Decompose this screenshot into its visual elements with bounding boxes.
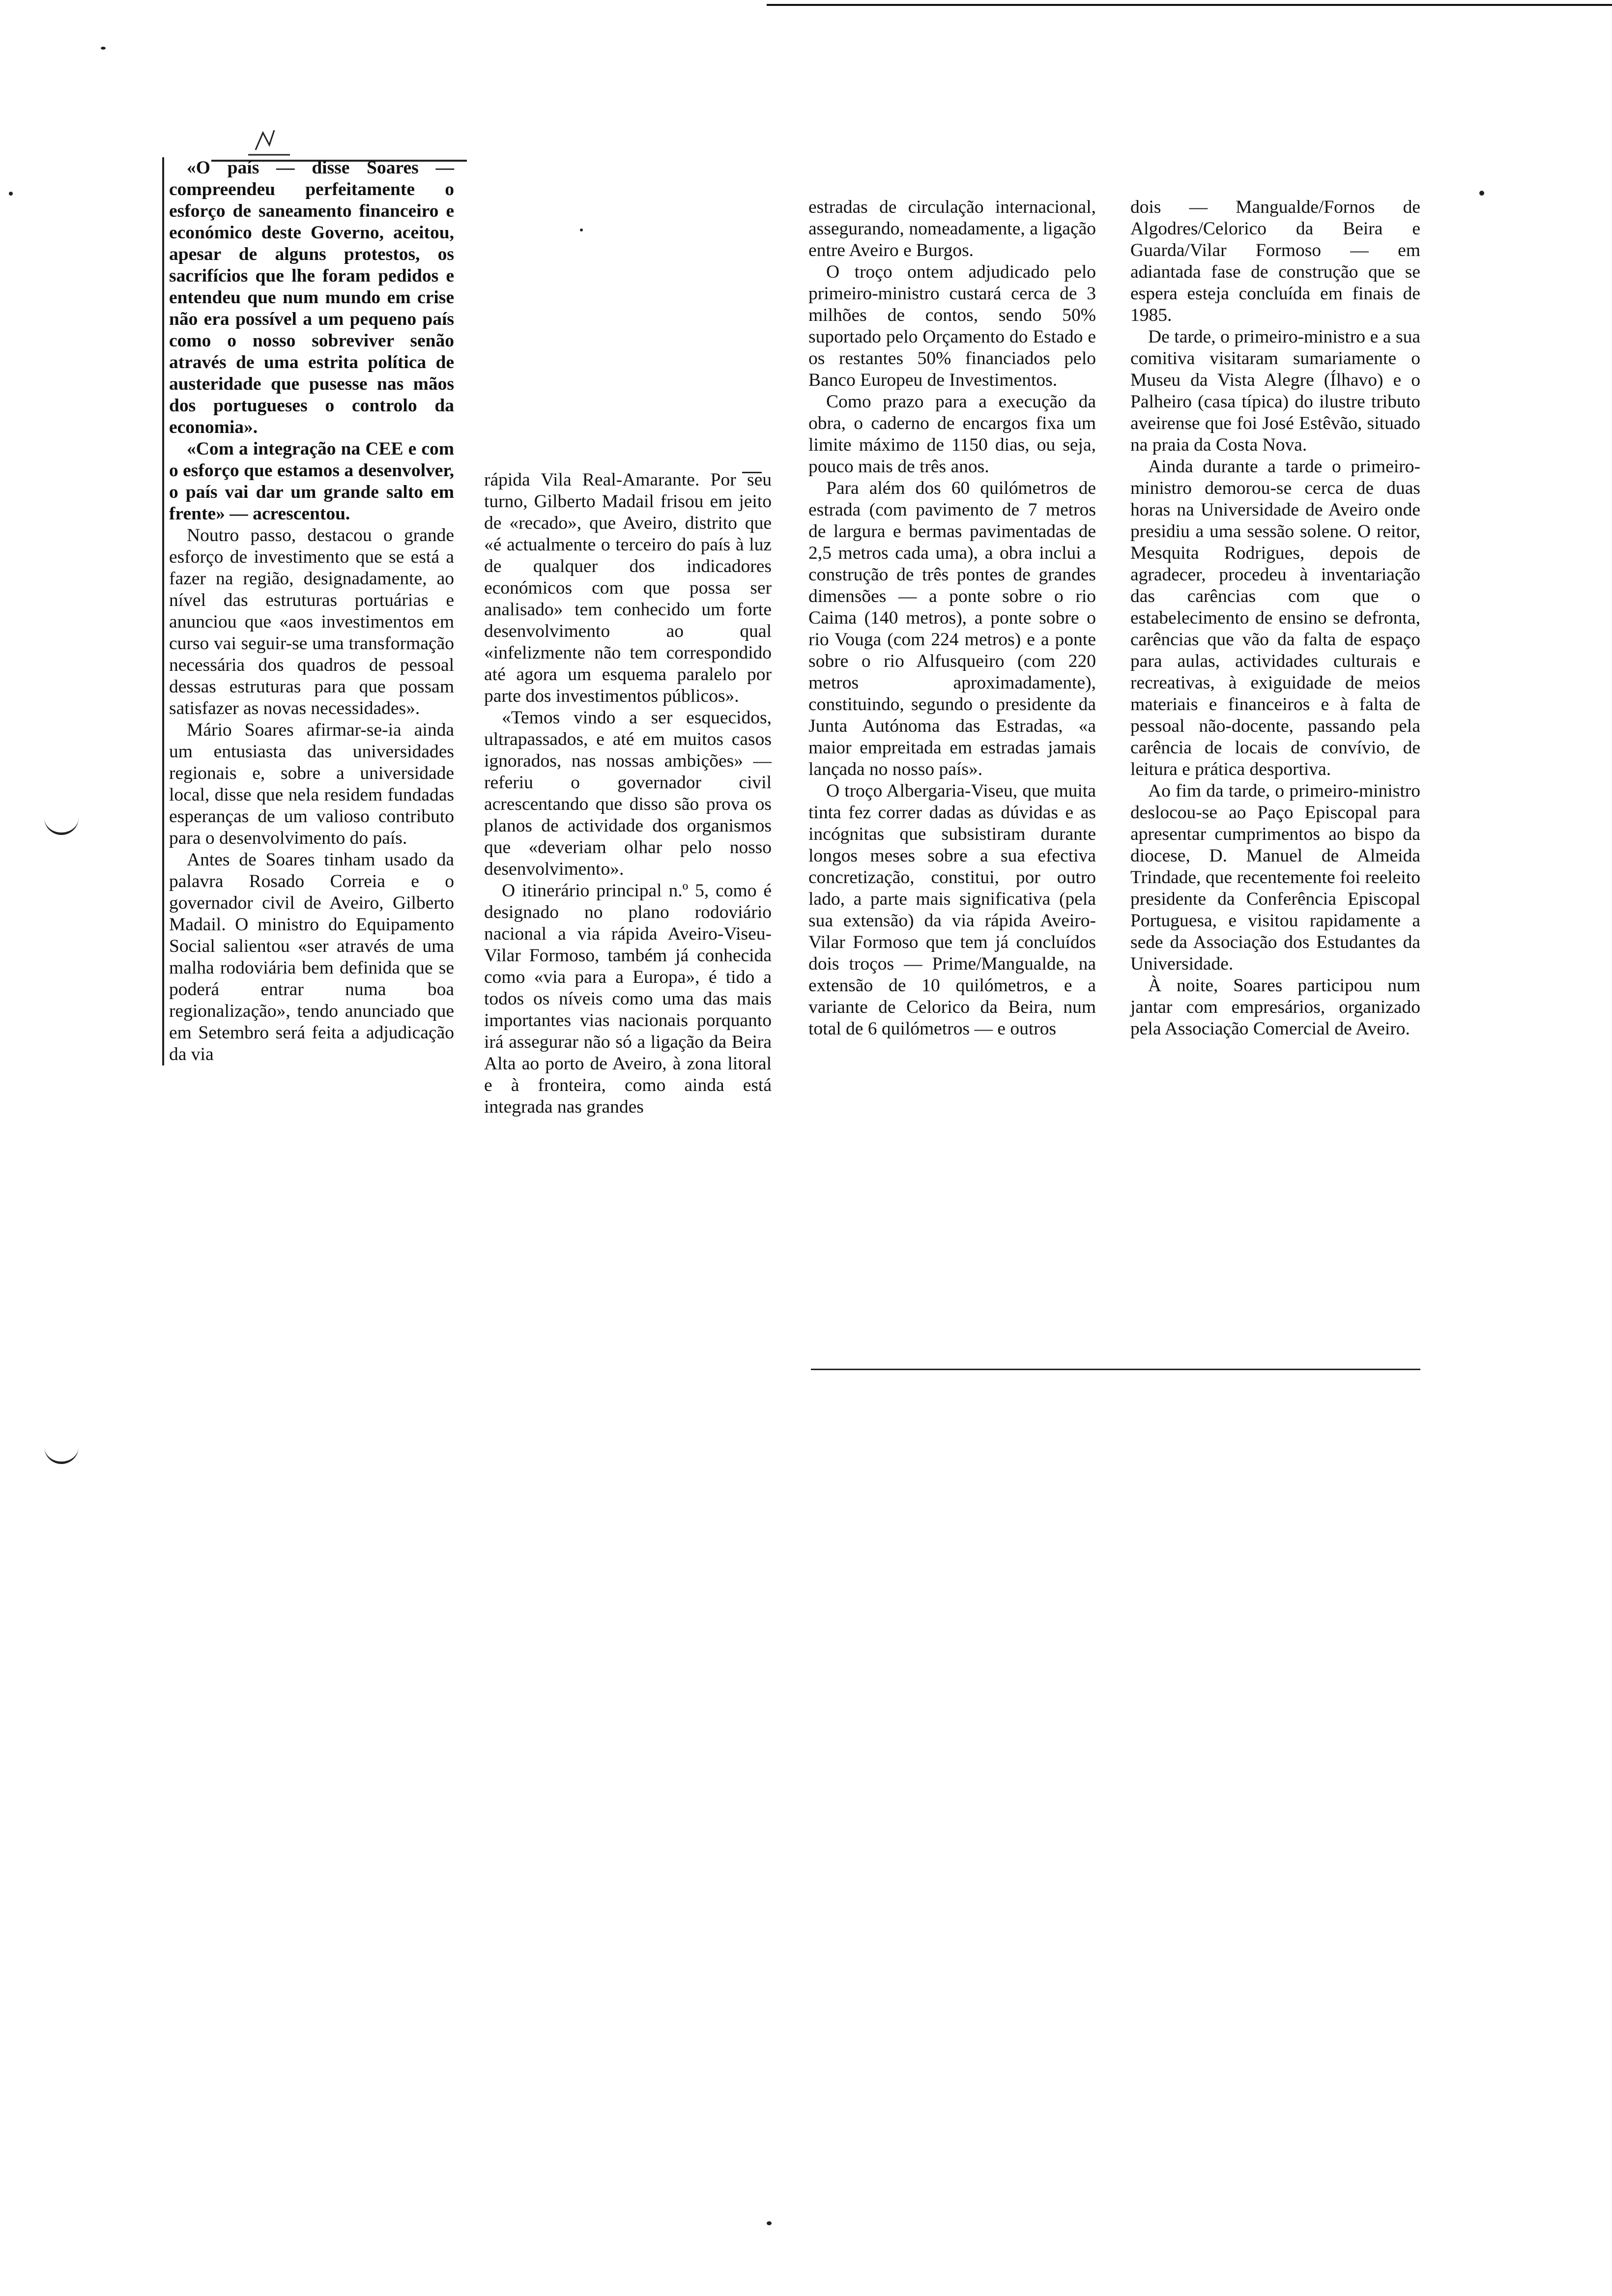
paragraph: estradas de circulação internacional, assegurando, nomeadamente, a ligação entre Aveiro e Burgos. — [808, 197, 1096, 260]
article-column-1 — [162, 157, 454, 1065]
scan-speck — [1479, 191, 1484, 196]
paragraph: dois — Mangualde/Fornos de Algodres/Celorico da Beira e Guarda/Vilar Formoso — em adiantada fase de construção que se espera esteja concluída em finais de 1985. — [1130, 197, 1420, 325]
paragraph: «Temos vindo a ser esquecidos, ultrapassados, e até em muitos casos ignorados, nas nossas ambições» — referiu o governador civil acrescentando que disso são prova os planos de actividade dos organismos que «deveriam olhar pelo nosso desenvolvimento». — [484, 708, 772, 879]
paragraph: O troço ontem adjudicado pelo primeiro-ministro custará cerca de 3 milhões de contos, sendo 50% suportado pelo Orçamento do Estado e os restantes 50% financiados pelo Banco Europeu de Investimentos. — [808, 262, 1096, 390]
paragraph: O itinerário principal n.º 5, como é designado no plano rodoviário nacional a via rápida Aveiro-Viseu-Vilar Formoso, também já conhecida como «via para a Europa», é tido a todos os níveis como uma das mais importantes vias nacionais porquanto irá assegurar não só a ligação da Beira Alta ao porto de Aveiro, à zona litoral e à fronteira, como ainda está integrada nas grandes — [484, 881, 772, 1117]
paragraph: Noutro passo, destacou o grande esforço de investimento que se está a fazer na região, designadamente, ao nível das estruturas portuárias e anunciou que «aos investimentos em curso vai seguir-se uma transformação necessária dos quadros de pessoal dessas estruturas para que possam satisfazer as novas necessidades». — [169, 525, 454, 718]
article-column-4 — [1130, 197, 1420, 1040]
article-column-2 — [484, 469, 772, 1118]
paragraph: À noite, Soares participou num jantar com empresários, organizado pela Associação Comercial de Aveiro. — [1130, 976, 1420, 1039]
paragraph: Como prazo para a execução da obra, o caderno de encargos fixa um limite máximo de 1150 dias, ou seja, pouco mais de três anos. — [808, 392, 1096, 477]
scan-edge-line — [767, 4, 1612, 6]
margin-binding-mark — [44, 816, 79, 835]
scan-speck — [9, 192, 13, 196]
paragraph: Ainda durante a tarde o primeiro-ministro demorou-se cerca de duas horas na Universidade de Aveiro onde presidiu a uma sessão solene. O reitor, Mesquita Rodrigues, depois de agradecer, procedeu à inventariação das carências com que o estabelecimento de ensino se defronta, carências que vão da falta de espaço para aulas, actividades culturais e recreativas, à exiguidade de meios materiais e financeiros e à falta de pessoal não-docente, passando pela carência de locais de convívio, de leitura e prática desportiva. — [1130, 457, 1420, 779]
article-bottom-rule — [811, 1369, 1420, 1370]
article-column-3 — [808, 197, 1096, 1040]
paragraph: Ao fim da tarde, o primeiro-ministro deslocou-se ao Paço Episcopal para apresentar cumprimentos ao bispo da diocese, D. Manuel de Almeida Trindade, que recentemente foi reeleito presidente da Conferência Episcopal Portuguesa, e visitou rapidamente a sede da Associação dos Estudantes da Universidade. — [1130, 781, 1420, 974]
paragraph: «O país — disse Soares — compreendeu perfeitamente o esforço de saneamento financeiro e económico deste Governo, aceitou, apesar de alguns protestos, os sacrifícios que lhe foram pedidos e entendeu que num mundo em crise não era possível a um pequeno país como o nosso sobreviver senão através de uma estrita política de austeridade que pusesse nas mãos dos portugueses o controlo da economia». — [169, 158, 454, 437]
scan-speck — [580, 229, 583, 231]
paragraph: rápida Vila Real-Amarante. Por seu turno, Gilberto Madail frisou em jeito de «recado», que Aveiro, distrito que «é actualmente o terceiro do país à luz de qualquer dos indicadores económicos com que possa ser analisado» tem conhecido um forte desenvolvimento ao qual «infelizmente não tem correspondido até agora um esquema paralelo por parte dos investimentos públicos». — [484, 470, 772, 706]
margin-binding-mark — [44, 1445, 79, 1464]
paragraph: Mário Soares afirmar-se-ia ainda um entusiasta das universidades regionais e, sobre a universidade local, disse que nela residem fundadas esperanças de um valioso contributo para o desenvolvimento do país. — [169, 720, 454, 848]
paragraph: Antes de Soares tinham usado da palavra Rosado Correia e o governador civil de Aveiro, Gilberto Madail. O ministro do Equipamento Social salientou «ser através de uma malha rodoviária bem definida que se poderá entrar numa boa regionalização», tendo anunciado que em Setembro será feita a adjudicação da via — [169, 850, 454, 1064]
clipping-corner-mark — [246, 123, 290, 157]
paragraph: «Com a integração na CEE e com o esforço que estamos a desenvolver, o país vai dar um grande salto em frente» — acrescentou. — [169, 439, 454, 524]
scan-speck — [767, 2221, 772, 2225]
paragraph: De tarde, o primeiro-ministro e a sua comitiva visitaram sumariamente o Museu da Vista Alegre (Ílhavo) e o Palheiro (casa típica) do ilustre tributo aveirense que foi José Estêvão, situado na praia da Costa Nova. — [1130, 327, 1420, 455]
scan-speck — [101, 47, 106, 50]
paragraph: O troço Albergaria-Viseu, que muita tinta fez correr dadas as dúvidas e as incógnitas que subsistiram durante longos meses sobre a sua efectiva concretização, constitui, por outro lado, a parte mais significativa (pela sua extensão) da via rápida Aveiro-Vilar Formoso que tem já concluídos dois troços — Prime/Mangualde, na extensão de 10 quilómetros, e a variante de Celorico da Beira, num total de 6 quilómetros — e outros — [808, 781, 1096, 1039]
paragraph: Para além dos 60 quilómetros de estrada (com pavimento de 7 metros de largura e bermas pavimentadas de 2,5 metros cada uma), a obra inclui a construção de três pontes de grandes dimensões — a ponte sobre o rio Caima (140 metros), a ponte sobre o rio Vouga (com 224 metros) e a ponte sobre o rio Alfusqueiro (com 220 metros aproximadamente), constituindo, segundo o presidente da Junta Autónoma das Estradas, «a maior empreitada em estradas jamais lançada no nosso país». — [808, 478, 1096, 779]
